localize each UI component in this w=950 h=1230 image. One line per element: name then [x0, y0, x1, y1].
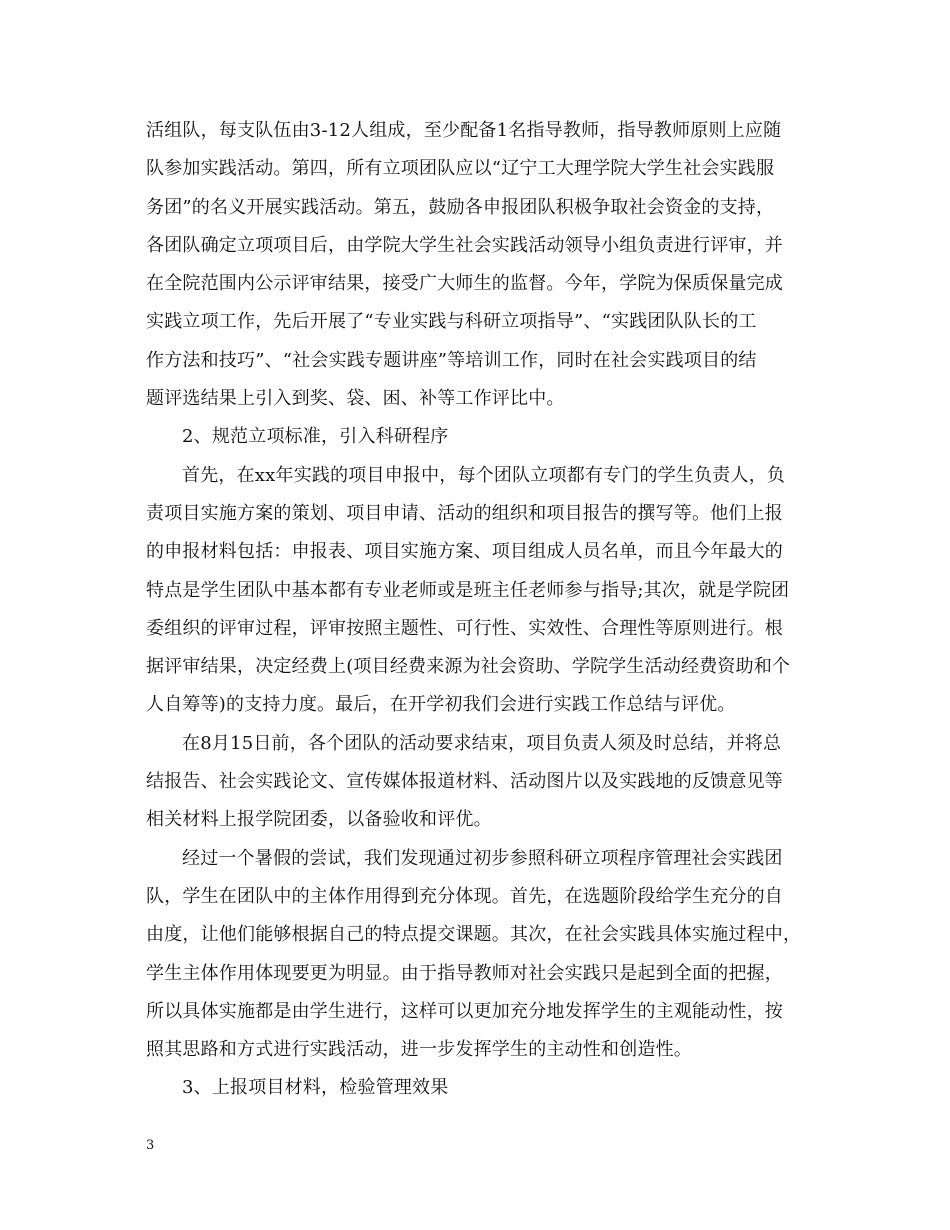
text-line: 在全院范围内公示评审结果，接受广大师生的监督。今年，学院为保质保量完成: [146, 273, 783, 295]
text-line: 实践立项工作，先后开展了“专业实践与科研立项指导”、“实践团队队长的工: [146, 311, 757, 333]
text-line: 2、规范立项标准，引入科研程序: [182, 426, 449, 448]
page-number: 3: [146, 1138, 155, 1153]
text-line: 3、上报项目材料，检验管理效果: [182, 1077, 449, 1099]
text-line: 据评审结果，决定经费上(项目经费来源为社会资助、学院学生活动经费资助和个: [146, 656, 791, 678]
text-line: 人自筹等)的支持力度。最后，在开学初我们会进行实践工作总结与评优。: [146, 694, 736, 716]
text-line: 队，学生在团队中的主体作用得到充分体现。首先，在选题阶段给学生充分的自: [146, 885, 783, 907]
text-line: 照其思路和方式进行实践活动，进一步发挥学生的主动性和创造性。: [146, 1039, 692, 1061]
text-line: 特点是学生团队中基本都有专业老师或是班主任老师参与指导;其次，就是学院团: [146, 579, 790, 601]
text-line: 活组队，每支队伍由3-12人组成，至少配备1名指导教师，指导教师原则上应随: [146, 120, 782, 141]
text-line: 的申报材料包括：申报表、项目实施方案、项目组成人员名单，而且今年最大的: [146, 541, 783, 563]
text-line: 结报告、社会实践论文、宣传媒体报道材料、活动图片以及实践地的反馈意见等: [146, 771, 783, 793]
text-line: 学生主体作用体现要更为明显。由于指导教师对社会实践只是起到全面的把握，: [146, 962, 783, 984]
text-line: 务团”的名义开展实践活动。第五，鼓励各申报团队积极争取社会资金的支持，: [146, 196, 775, 218]
text-line: 经过一个暑假的尝试，我们发现通过初步参照科研立项程序管理社会实践团: [182, 847, 783, 869]
text-line: 作方法和技巧”、“社会实践专题讲座”等培训工作，同时在社会实践项目的结: [146, 349, 757, 371]
text-line: 委组织的评审过程，评审按照主题性、可行性、实效性、合理性等原则进行。根: [146, 617, 783, 639]
text-line: 题评选结果上引入到奖、袋、困、补等工作评比中。: [146, 388, 565, 410]
text-line: 在8月15日前，各个团队的活动要求结束，项目负责人须及时总结，并将总: [182, 732, 782, 754]
text-line: 队参加实践活动。第四，所有立项团队应以“辽宁工大理学院大学生社会实践服: [146, 158, 775, 180]
text-line: 首先，在xx年实践的项目申报中，每个团队立项都有专门的学生负责人，负: [182, 464, 786, 486]
text-line: 各团队确定立项项目后，由学院大学生社会实践活动领导小组负责进行评审，并: [146, 234, 783, 256]
text-line: 相关材料上报学院团委，以备验收和评优。: [146, 809, 492, 831]
document-body: [146, 112, 808, 1108]
text-line: 所以具体实施都是由学生进行，这样可以更加充分地发挥学生的主观能动性，按: [146, 1000, 783, 1022]
text-line: 责项目实施方案的策划、项目申请、活动的组织和项目报告的撰写等。他们上报: [146, 502, 783, 524]
text-line: 由度，让他们能够根据自己的特点提交课题。其次，在社会实践具体实施过程中，: [146, 924, 802, 946]
